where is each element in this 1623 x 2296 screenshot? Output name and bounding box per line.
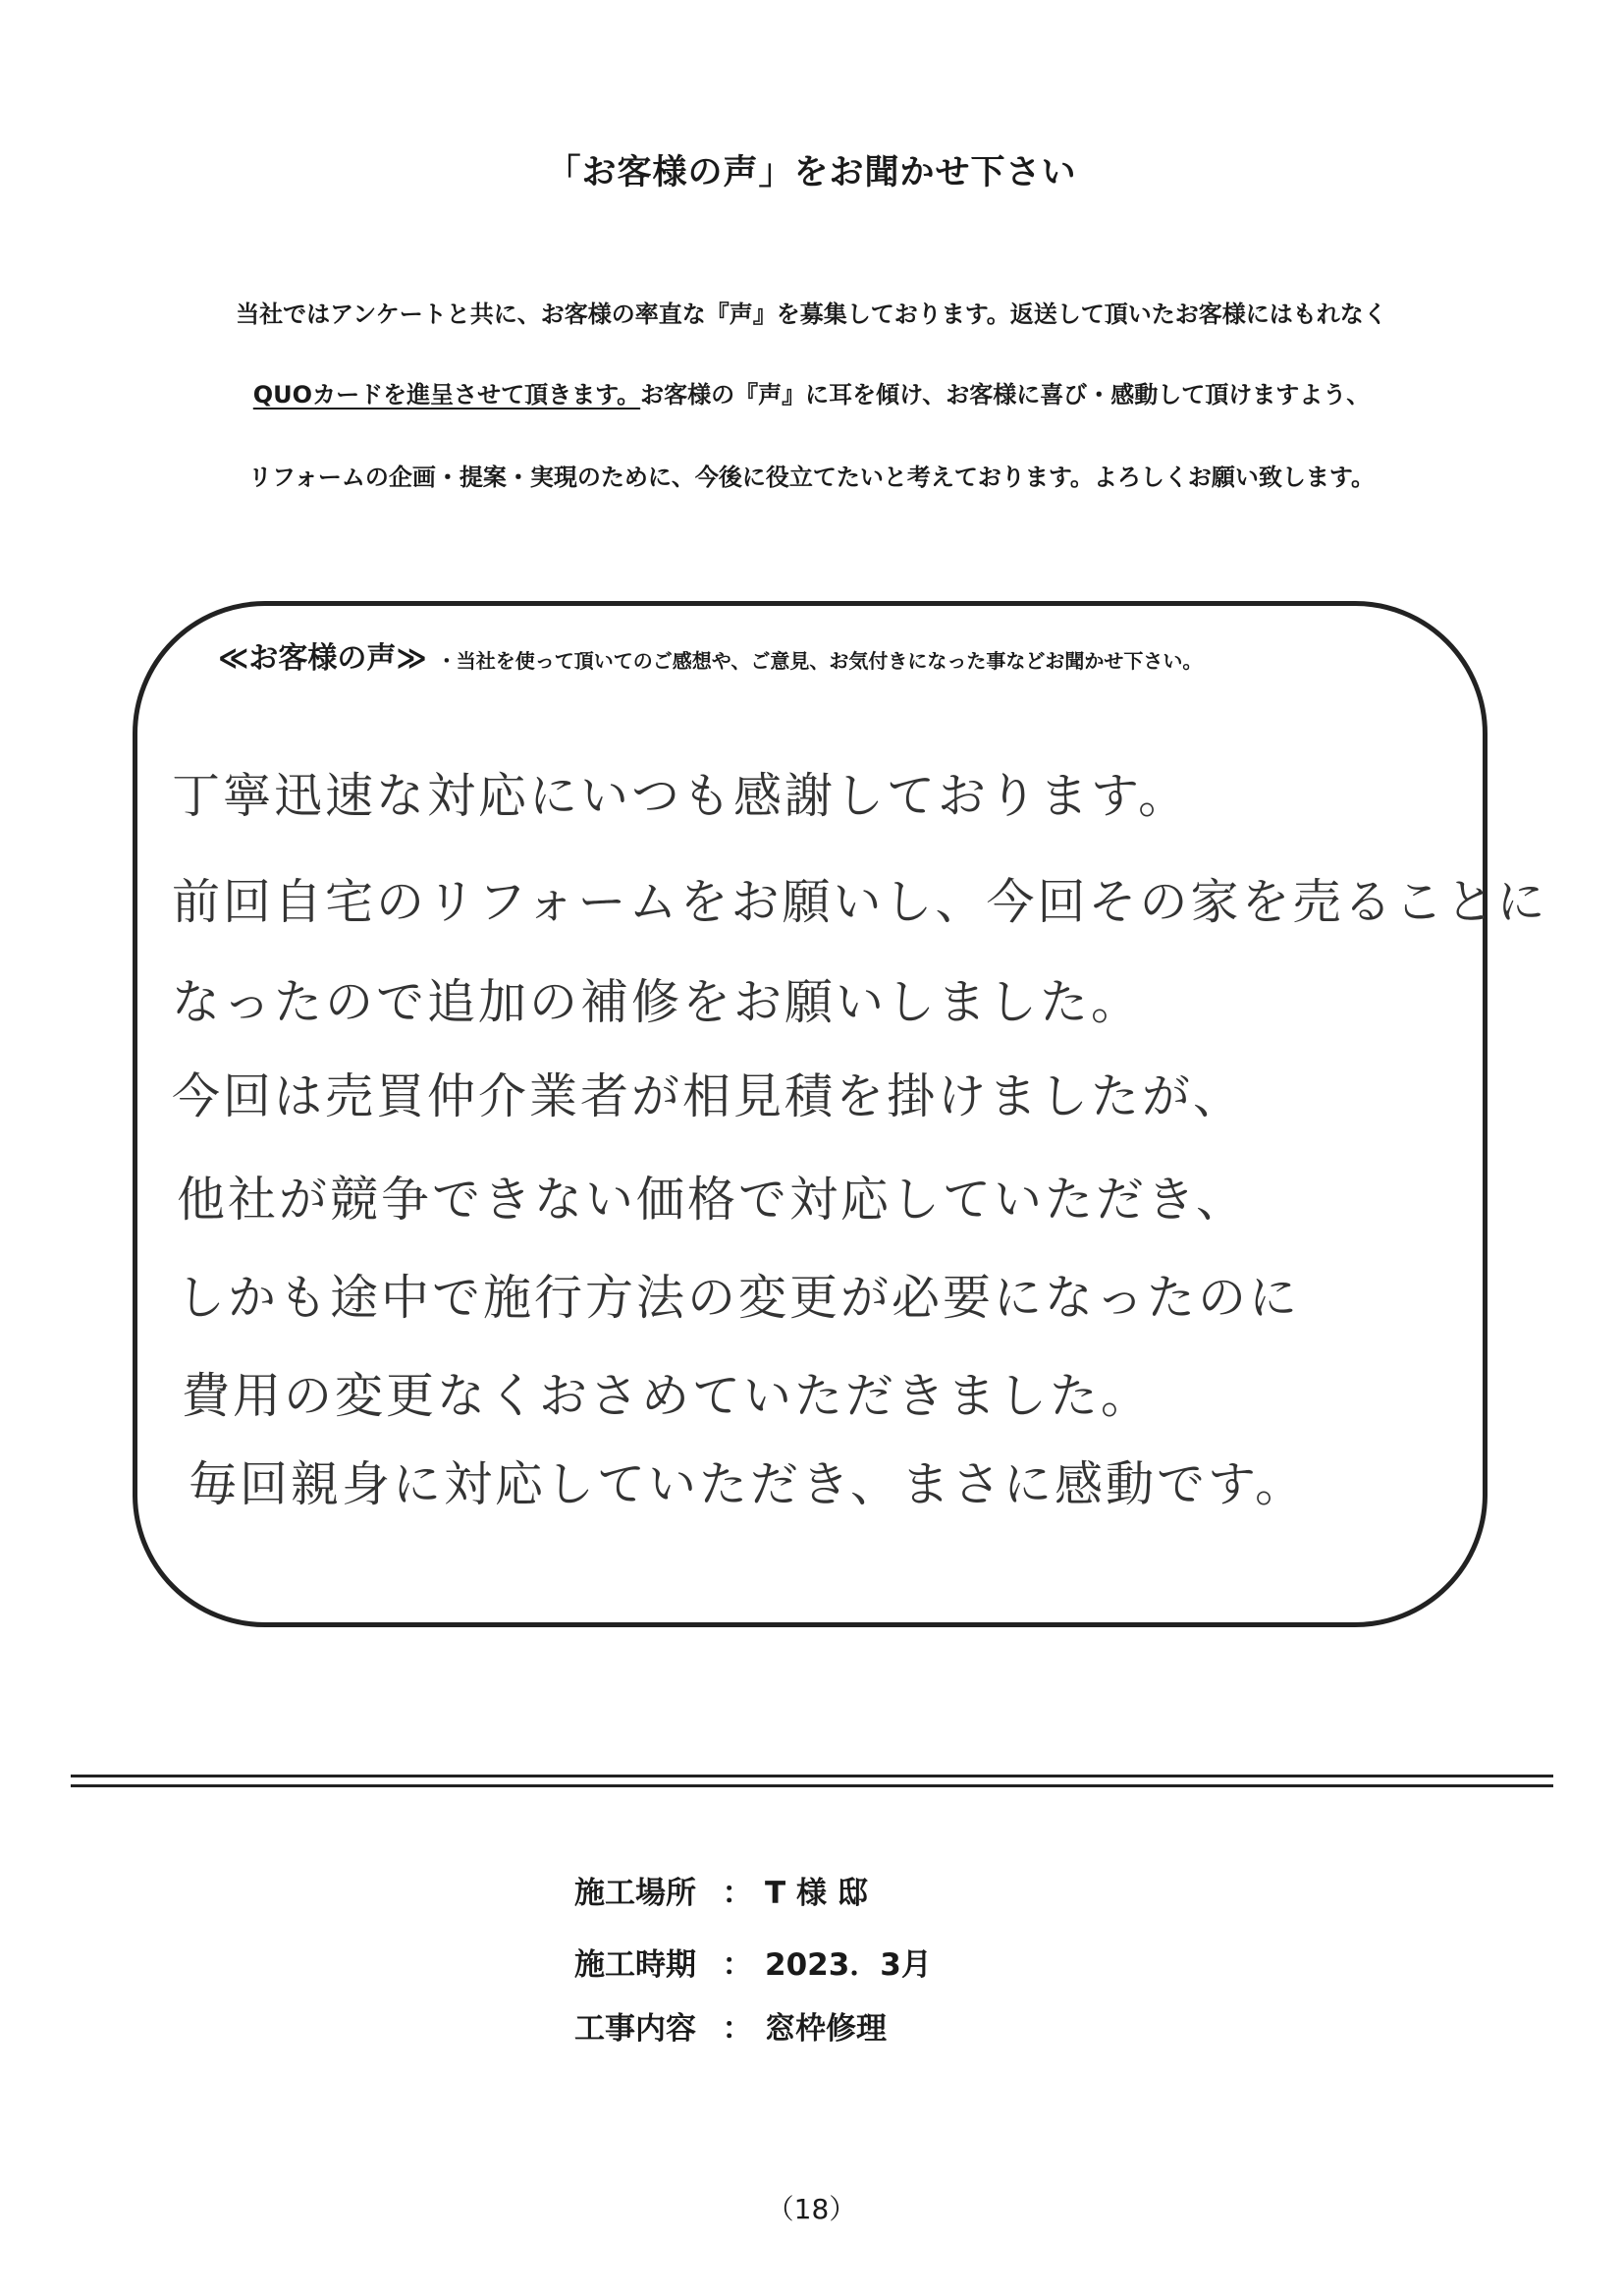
info-value: T 様 邸 xyxy=(765,1876,868,1911)
handwritten-line: 費用の変更なくおさめていただきました。 xyxy=(182,1368,1153,1424)
info-value: 窓枠修理 xyxy=(765,2011,887,2047)
handwritten-line: なったので追加の補修をお願いしました。 xyxy=(172,974,1143,1030)
info-row-period xyxy=(574,1940,932,1984)
voice-box-title: ≪お客様の声≫ xyxy=(218,641,427,676)
handwritten-line: 毎回親身に対応していただき、まさに感動です。 xyxy=(189,1456,1307,1512)
page-title: 「お客様の声」をお聞かせ下さい xyxy=(546,153,1077,192)
divider-top xyxy=(71,1775,1553,1777)
info-separator: ： xyxy=(722,1947,753,1983)
intro-line-2-rest: お客様の『声』に耳を傾け、お客様に喜び・感動して頂けますよう、 xyxy=(640,381,1371,409)
info-row-work xyxy=(574,2003,887,2048)
handwritten-line: 前回自宅のリフォームをお願いし、今回その家を売ることに xyxy=(172,874,1548,930)
intro-line-1: 当社ではアンケートと共に、お客様の率直な『声』を募集しております。返送して頂いたお客様にはもれなく xyxy=(236,301,1387,328)
divider-bottom xyxy=(71,1784,1553,1787)
info-separator: ： xyxy=(722,1876,753,1911)
voice-box-note: ・当社を使って頂いてのご感想や、ご意見、お気付きになった事などお聞かせ下さい。 xyxy=(436,649,1203,673)
quo-card-offer: QUOカードを進呈させて頂きます。 xyxy=(252,381,641,409)
handwritten-line: 丁寧迅速な対応にいつも感謝しております。 xyxy=(172,768,1190,824)
handwritten-line: しかも途中で施行方法の変更が必要になったのに xyxy=(177,1270,1301,1326)
info-row-location xyxy=(574,1868,868,1912)
handwritten-line: 他社が競争できない価格で対応していただき、 xyxy=(177,1172,1248,1228)
voice-box-header xyxy=(218,633,1202,677)
intro-line-2 xyxy=(0,375,1623,410)
info-label: 施工時期 xyxy=(574,1947,696,1983)
info-label: 工事内容 xyxy=(574,2011,696,2047)
page-number: （18） xyxy=(766,2193,857,2225)
info-label: 施工場所 xyxy=(574,1876,696,1911)
intro-line-3: リフォームの企画・提案・実現のために、今後に役立てたいと考えております。よろしくお願い致します。 xyxy=(248,464,1375,491)
info-separator: ： xyxy=(722,2011,753,2047)
info-value: 2023．3月 xyxy=(765,1947,932,1983)
handwritten-line: 今回は売買仲介業者が相見積を掛けましたが、 xyxy=(172,1068,1245,1124)
